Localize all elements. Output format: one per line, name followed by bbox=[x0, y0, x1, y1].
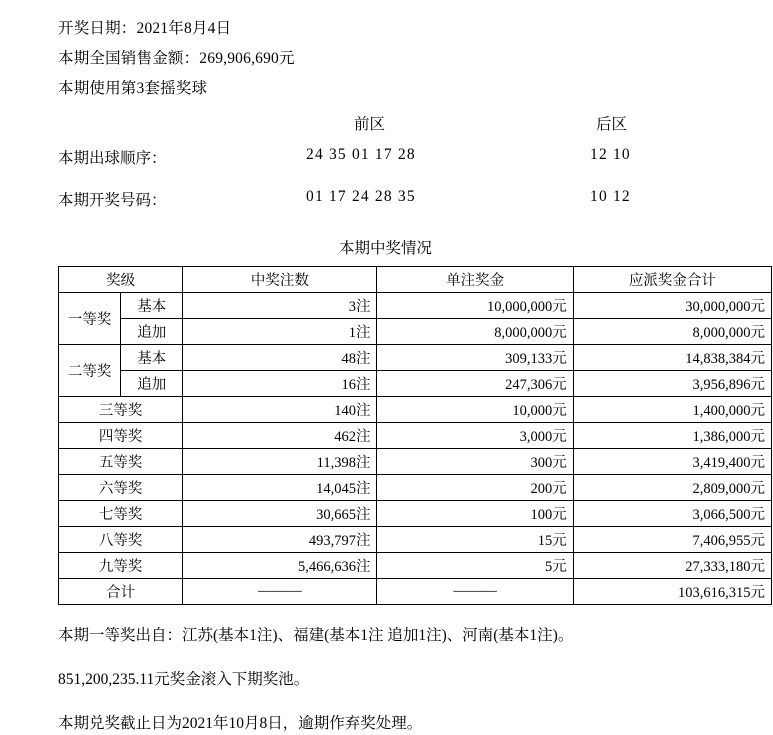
header-total-prize: 应派奖金合计 bbox=[573, 267, 771, 293]
back-zone-label: 后区 bbox=[596, 116, 628, 133]
draw-order-back: 12 10 bbox=[590, 146, 631, 163]
national-sales: 本期全国销售金额：269,906,690元 bbox=[58, 50, 295, 67]
row-grade: 六等奖 bbox=[59, 475, 183, 501]
row-total: 1,400,000元 bbox=[573, 397, 771, 423]
table-row bbox=[59, 345, 772, 371]
row-total: 2,809,000元 bbox=[573, 475, 771, 501]
row-single: 300元 bbox=[377, 449, 573, 475]
row-sub: 追加 bbox=[121, 319, 183, 345]
prize-table-title: 本期中奖情况 bbox=[338, 240, 432, 257]
row-total: 30,000,000元 bbox=[573, 293, 771, 319]
row-grade: 合计 bbox=[59, 579, 183, 605]
table-row bbox=[59, 293, 772, 319]
winning-numbers-front: 01 17 24 28 35 bbox=[306, 188, 416, 205]
row-count: 48注 bbox=[183, 345, 377, 371]
row-total: 8,000,000元 bbox=[573, 319, 771, 345]
row-count: 493,797注 bbox=[183, 527, 377, 553]
row-count: 5,466,636注 bbox=[183, 553, 377, 579]
row-count: 30,665注 bbox=[183, 501, 377, 527]
row-single: 200元 bbox=[377, 475, 573, 501]
table-row bbox=[59, 527, 772, 553]
row-total: 27,333,180元 bbox=[573, 553, 771, 579]
row-single: 15元 bbox=[377, 527, 573, 553]
row-count: 14,045注 bbox=[183, 475, 377, 501]
header-single-prize: 单注奖金 bbox=[377, 267, 573, 293]
row-total: 103,616,315元 bbox=[573, 579, 771, 605]
row-single: 5元 bbox=[377, 553, 573, 579]
claim-deadline: 本期兑奖截止日为2021年10月8日，逾期作弃奖处理。 bbox=[58, 715, 423, 732]
table-header-row bbox=[59, 267, 772, 293]
row-sub: 基本 bbox=[121, 345, 183, 371]
table-row bbox=[59, 423, 772, 449]
row-single: 247,306元 bbox=[377, 371, 573, 397]
row-grade: 二等奖 bbox=[59, 345, 121, 397]
first-prize-source: 本期一等奖出自：江苏(基本1注)、福建(基本1注 追加1注)、河南(基本1注)。 bbox=[58, 627, 574, 644]
row-grade: 七等奖 bbox=[59, 501, 183, 527]
table-row bbox=[59, 397, 772, 423]
row-count: 16注 bbox=[183, 371, 377, 397]
row-total: 3,066,500元 bbox=[573, 501, 771, 527]
row-total: 3,956,896元 bbox=[573, 371, 771, 397]
row-single: 309,133元 bbox=[377, 345, 573, 371]
rollover-amount: 851,200,235.11元奖金滚入下期奖池。 bbox=[58, 671, 310, 688]
draw-order-row bbox=[58, 146, 743, 188]
table-row bbox=[59, 475, 772, 501]
draw-order-label: 本期出球顺序： bbox=[58, 150, 167, 167]
row-grade: 五等奖 bbox=[59, 449, 183, 475]
row-single: ——— bbox=[377, 579, 573, 605]
row-total: 7,406,955元 bbox=[573, 527, 771, 553]
table-row bbox=[59, 449, 772, 475]
row-count: 11,398注 bbox=[183, 449, 377, 475]
row-total: 3,419,400元 bbox=[573, 449, 771, 475]
row-single: 10,000元 bbox=[377, 397, 573, 423]
row-grade: 八等奖 bbox=[59, 527, 183, 553]
table-row bbox=[59, 371, 772, 397]
row-count: 140注 bbox=[183, 397, 377, 423]
row-grade: 一等奖 bbox=[59, 293, 121, 345]
row-sub: 基本 bbox=[121, 293, 183, 319]
row-total: 1,386,000元 bbox=[573, 423, 771, 449]
table-row bbox=[59, 553, 772, 579]
ball-set: 本期使用第3套摇奖球 bbox=[58, 80, 208, 97]
row-count: 3注 bbox=[183, 293, 377, 319]
row-single: 8,000,000元 bbox=[377, 319, 573, 345]
draw-order-front: 24 35 01 17 28 bbox=[306, 146, 416, 163]
row-count: 462注 bbox=[183, 423, 377, 449]
row-count: 1注 bbox=[183, 319, 377, 345]
draw-date: 开奖日期：2021年8月4日 bbox=[58, 20, 232, 37]
row-count: ——— bbox=[183, 579, 377, 605]
table-row bbox=[59, 319, 772, 345]
zone-headers bbox=[58, 112, 743, 146]
row-single: 100元 bbox=[377, 501, 573, 527]
row-single: 10,000,000元 bbox=[377, 293, 573, 319]
row-single: 3,000元 bbox=[377, 423, 573, 449]
table-row-total bbox=[59, 579, 772, 605]
row-grade: 九等奖 bbox=[59, 553, 183, 579]
front-zone-label: 前区 bbox=[354, 116, 386, 133]
table-row bbox=[59, 501, 772, 527]
row-sub: 追加 bbox=[121, 371, 183, 397]
row-grade: 三等奖 bbox=[59, 397, 183, 423]
winning-numbers-row bbox=[58, 188, 743, 230]
row-total: 14,838,384元 bbox=[573, 345, 771, 371]
winning-numbers-label: 本期开奖号码： bbox=[58, 192, 167, 209]
winning-numbers-back: 10 12 bbox=[590, 188, 631, 205]
header-grade: 奖级 bbox=[59, 267, 183, 293]
header-count: 中奖注数 bbox=[183, 267, 377, 293]
prize-table bbox=[58, 266, 772, 605]
row-grade: 四等奖 bbox=[59, 423, 183, 449]
